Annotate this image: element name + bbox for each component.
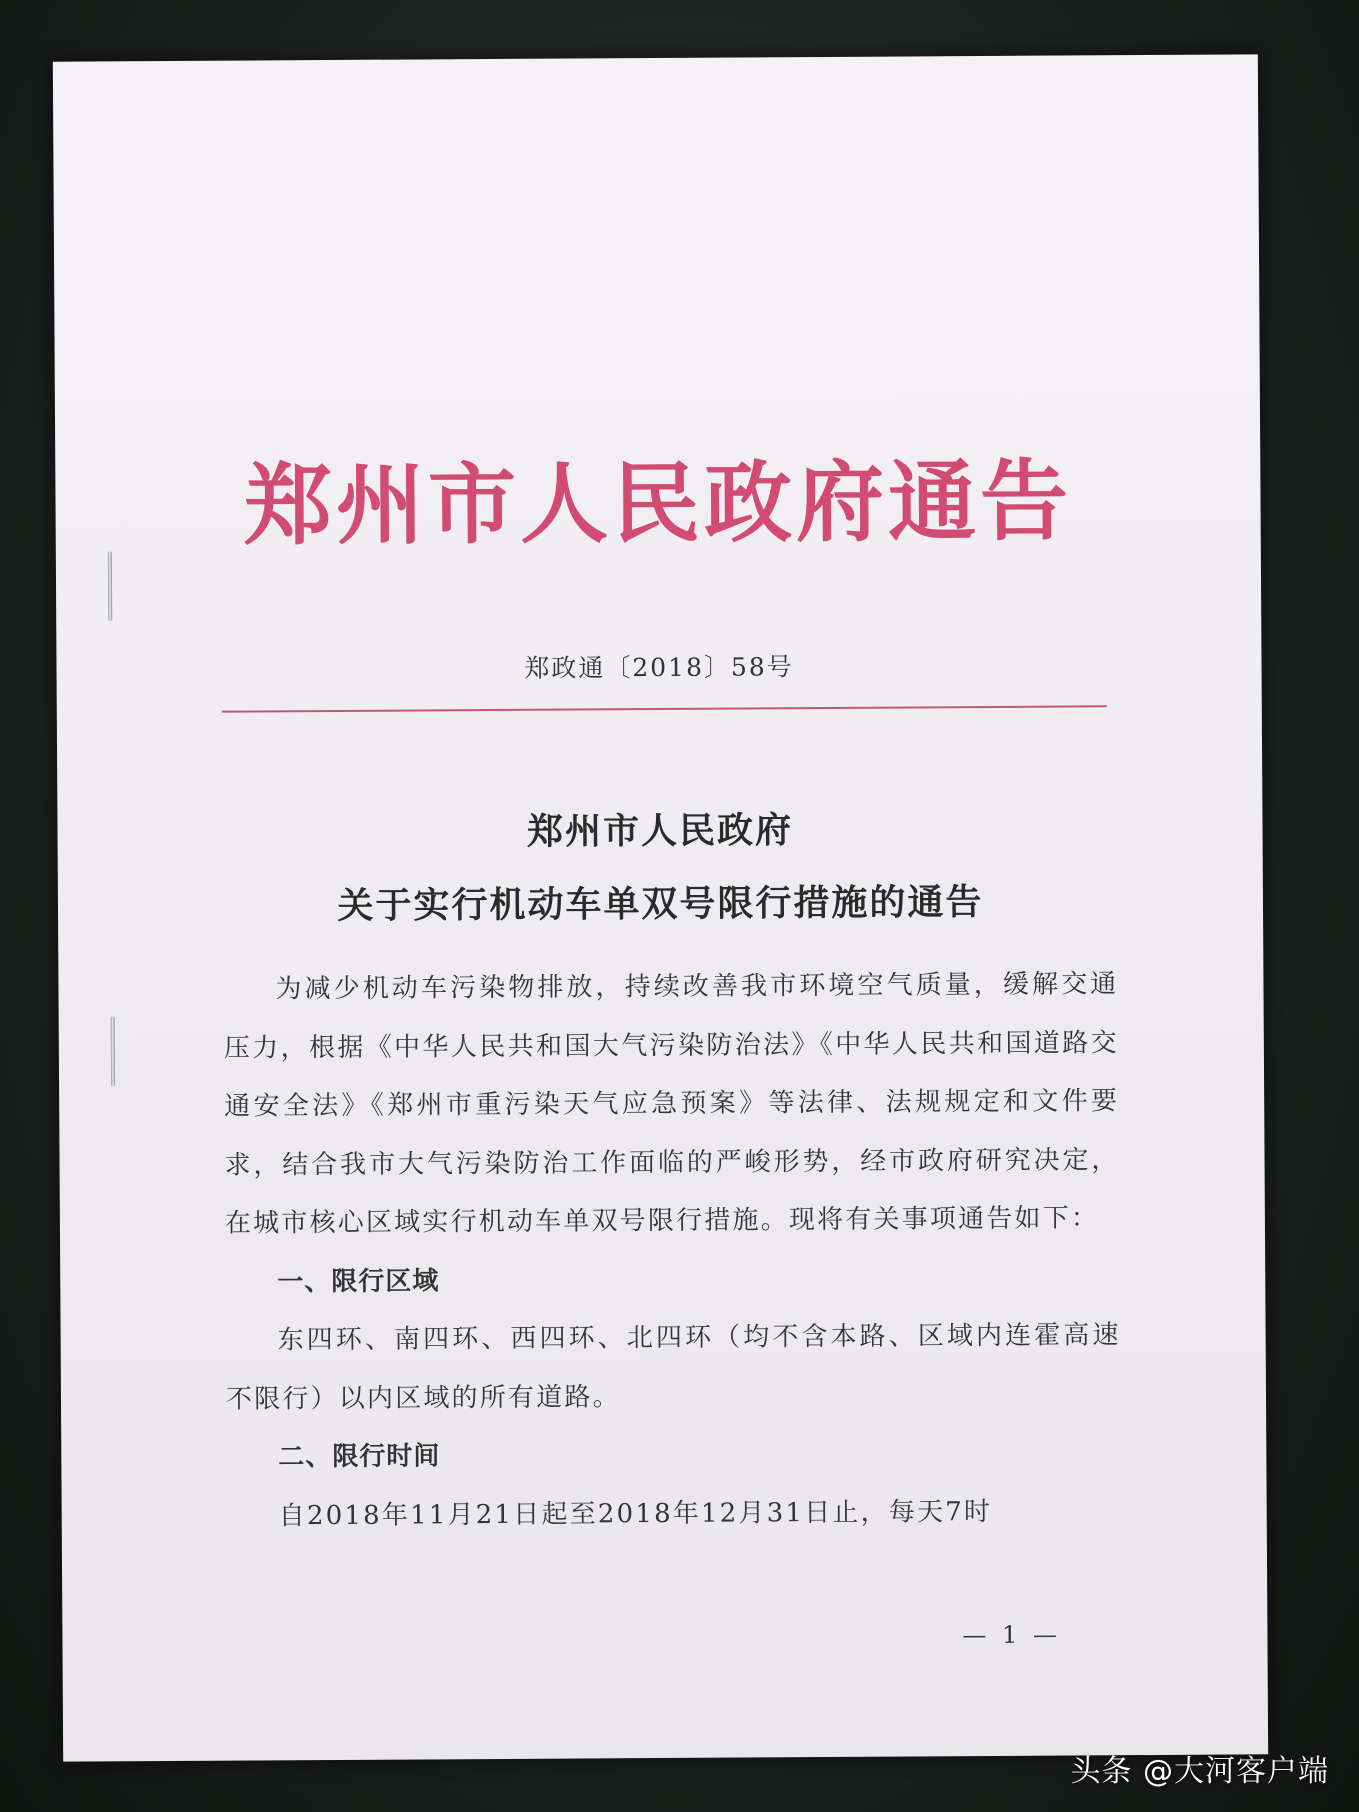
staple-bottom — [111, 1016, 115, 1086]
intro-paragraph: 为减少机动车污染物排放，持续改善我市环境空气质量，缓解交通压力，根据《中华人民共和国大气污染防治法》《中华人民共和国道路交通安全法》《郑州市重污染天气应急预案》等法律、法规规定和文件要求，结合我市大气污染防治工作面临的严峻形势，经市政府研究决定，在城市核心区域实行机动车单双号限行措施。现将有关事项通告如下： — [223, 969, 1120, 1239]
notice-body — [223, 955, 1122, 1545]
notice-title-line1: 郑州市人民政府 — [526, 809, 794, 853]
staple-top — [108, 551, 112, 621]
section1-heading: 一、限行区域 — [277, 1265, 440, 1297]
document-header-title: 郑州市人民政府通告 — [243, 448, 1073, 558]
notice-title-line2: 关于实行机动车单双号限行措施的通告 — [337, 881, 984, 927]
section1-text: 东四环、南四环、西四环、北四环（均不含本路、区域内连霍高速不限行）以内区域的所有道路。 — [225, 1320, 1121, 1415]
page-number: — 1 — — [962, 1620, 1062, 1650]
document-page — [53, 54, 1268, 1761]
source-watermark: 头条 @大河客户端 — [1070, 1754, 1329, 1789]
section2-heading: 二、限行时间 — [278, 1441, 441, 1473]
document-number: 郑政通〔2018〕58号 — [524, 652, 794, 683]
header-divider — [222, 705, 1107, 712]
section2-text: 自2018年11月21日起至2018年12月31日止，每天7时 — [278, 1496, 993, 1531]
